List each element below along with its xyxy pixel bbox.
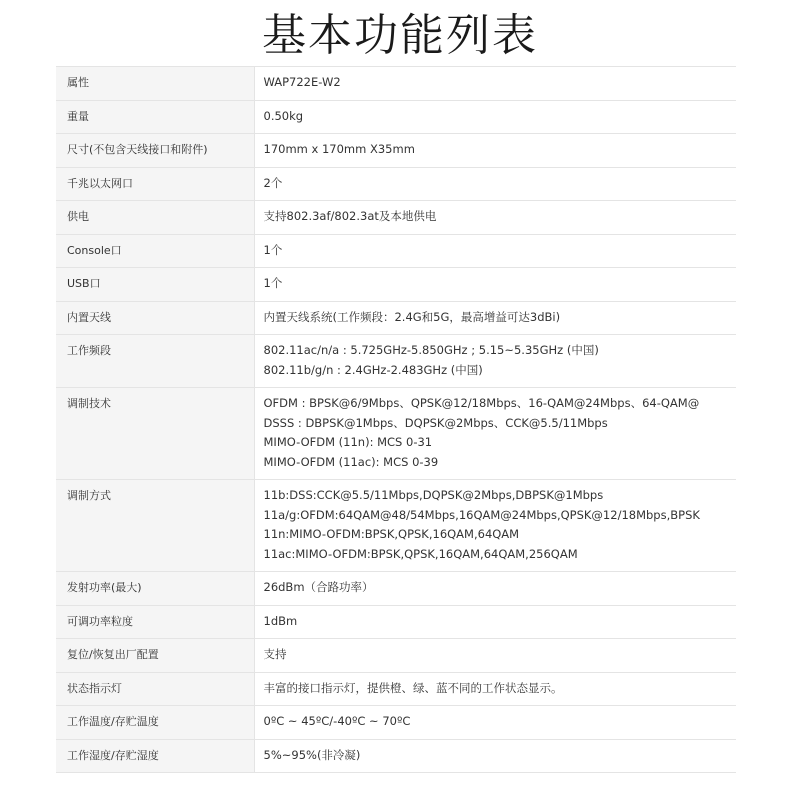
spec-table-body <box>56 67 736 773</box>
spec-value-line: 11b:DSS:CCK@5.5/11Mbps,DQPSK@2Mbps,DBPSK@1Mbps <box>263 488 604 502</box>
table-row <box>56 388 736 480</box>
spec-value <box>254 234 736 268</box>
spec-value-line: 11ac:MIMO-OFDM:BPSK,QPSK,16QAM,64QAM,256QAM <box>263 546 578 561</box>
spec-value <box>254 672 736 706</box>
spec-value-line: 1个 <box>263 242 283 257</box>
spec-label: 尺寸(不包含天线接口和附件) <box>56 134 254 168</box>
spec-value <box>254 639 736 673</box>
table-row <box>56 572 736 606</box>
spec-label: 调制技术 <box>56 388 254 480</box>
spec-value-line: 支持 <box>263 647 287 661</box>
table-row <box>56 480 736 572</box>
spec-value <box>254 134 736 168</box>
table-row <box>56 706 736 740</box>
table-row <box>56 739 736 773</box>
spec-value-line: 2个 <box>263 175 283 190</box>
spec-value <box>254 167 736 201</box>
spec-value-line: MIMO-OFDM (11ac): MCS 0-39 <box>263 454 439 469</box>
table-row <box>56 268 736 302</box>
spec-value-line: 1dBm <box>263 613 298 628</box>
spec-label: 工作湿度/存贮湿度 <box>56 739 254 773</box>
spec-label: 调制方式 <box>56 480 254 572</box>
spec-label: 供电 <box>56 201 254 235</box>
spec-label: 工作频段 <box>56 335 254 388</box>
table-row <box>56 201 736 235</box>
spec-table <box>56 66 736 773</box>
spec-label: 千兆以太网口 <box>56 167 254 201</box>
table-row <box>56 605 736 639</box>
spec-value-line: WAP722E-W2 <box>263 75 341 89</box>
table-row <box>56 100 736 134</box>
spec-value-line: MIMO-OFDM (11n): MCS 0-31 <box>263 435 433 449</box>
table-row <box>56 234 736 268</box>
table-row <box>56 67 736 101</box>
spec-label: 重量 <box>56 100 254 134</box>
spec-value-line: 丰富的接口指示灯，提供橙、绿、蓝不同的工作状态显示。 <box>263 680 563 695</box>
spec-value <box>254 739 736 773</box>
spec-value <box>254 480 736 572</box>
spec-label: 复位/恢复出厂配置 <box>56 639 254 673</box>
spec-value-line: 11a/g:OFDM:64QAM@48/54Mbps,16QAM@24Mbps,QPSK@12/18Mbps,BPSK <box>263 507 700 522</box>
table-row <box>56 167 736 201</box>
spec-value <box>254 572 736 606</box>
spec-value-line: 1个 <box>263 276 283 290</box>
table-row <box>56 134 736 168</box>
spec-value <box>254 67 736 101</box>
spec-value-line: 802.11ac/n/a : 5.725GHz-5.850GHz ; 5.15~5.35GHz (中国) <box>263 343 599 357</box>
spec-label: 工作温度/存贮温度 <box>56 706 254 740</box>
spec-value <box>254 301 736 335</box>
spec-value <box>254 388 736 480</box>
spec-value-line: 26dBm（合路功率） <box>263 580 374 594</box>
spec-value <box>254 706 736 740</box>
spec-value-line: 5%~95%(非冷凝) <box>263 747 361 762</box>
spec-value <box>254 605 736 639</box>
spec-value-line: 11n:MIMO-OFDM:BPSK,QPSK,16QAM,64QAM <box>263 527 520 541</box>
spec-label: 内置天线 <box>56 301 254 335</box>
spec-value-line: 内置天线系统(工作频段：2.4G和5G，最高增益可达3dBi) <box>263 309 561 324</box>
spec-value-line: 802.11b/g/n : 2.4GHz-2.483GHz (中国) <box>263 362 483 377</box>
spec-label: USB口 <box>56 268 254 302</box>
spec-label: 状态指示灯 <box>56 672 254 706</box>
spec-value <box>254 201 736 235</box>
table-row <box>56 672 736 706</box>
spec-value-line: 170mm x 170mm X35mm <box>263 142 415 156</box>
spec-label: Console口 <box>56 234 254 268</box>
spec-value-line: 0.50kg <box>263 108 304 123</box>
spec-value <box>254 100 736 134</box>
spec-label: 属性 <box>56 67 254 101</box>
spec-value <box>254 268 736 302</box>
spec-value-line: DSSS : DBPSK@1Mbps、DQPSK@2Mbps、CCK@5.5/11Mbps <box>263 415 608 430</box>
table-row <box>56 301 736 335</box>
spec-value-line: 0ºC ~ 45ºC/-40ºC ~ 70ºC <box>263 714 411 728</box>
spec-label: 发射功率(最大) <box>56 572 254 606</box>
table-row <box>56 639 736 673</box>
spec-value <box>254 335 736 388</box>
table-row <box>56 335 736 388</box>
spec-label: 可调功率粒度 <box>56 605 254 639</box>
page-title: 基本功能列表 <box>262 10 538 61</box>
spec-value-line: OFDM : BPSK@6/9Mbps、QPSK@12/18Mbps、16-QAM@24Mbps、64-QAM@ <box>263 396 700 410</box>
spec-value-line: 支持802.3af/802.3at及本地供电 <box>263 209 437 223</box>
